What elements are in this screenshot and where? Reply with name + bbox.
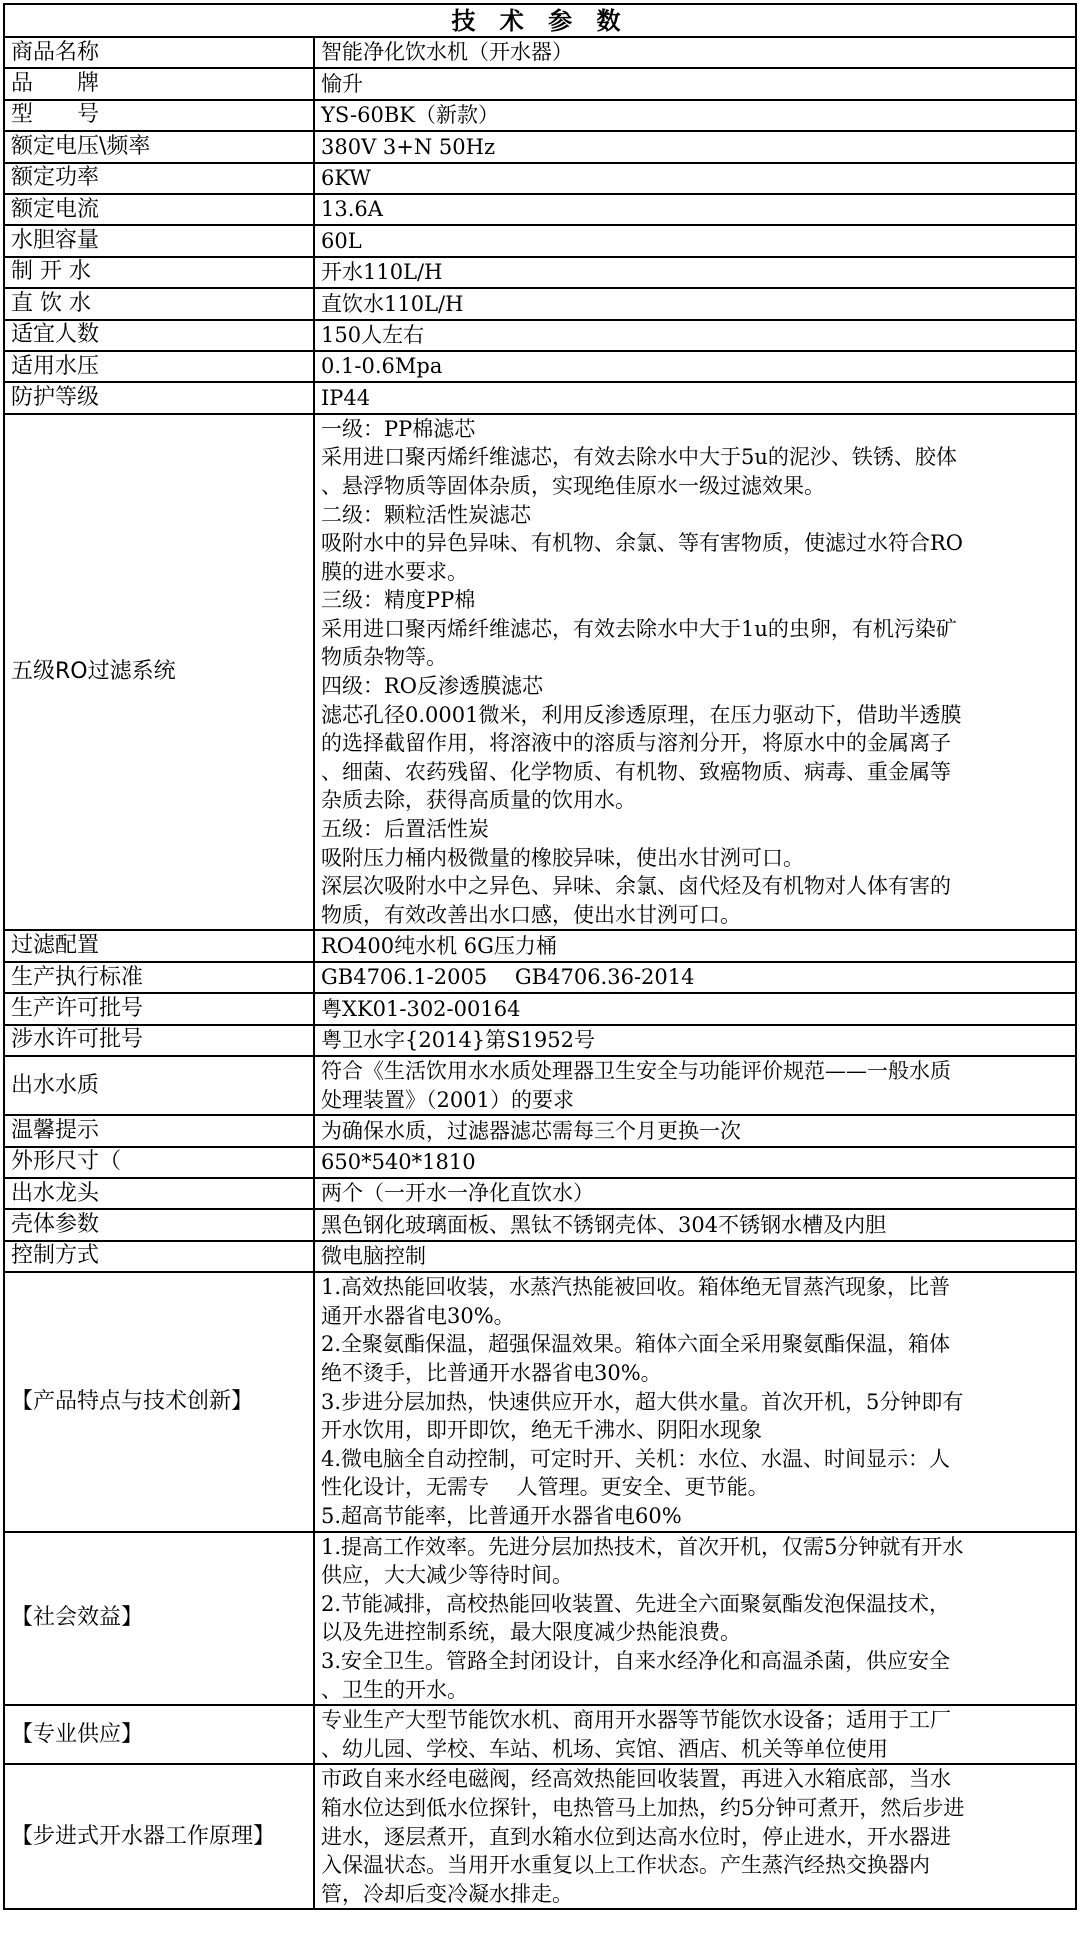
- spec-table: [3, 3, 1077, 1910]
- row-value: [314, 257, 1076, 288]
- value-line: 符合《生活饮用水水质处理器卫生安全与功能评价规范——一般水质: [321, 1059, 951, 1084]
- value-line: 的选择截留作用，将溶液中的溶质与溶剂分开，将原水中的金属离子: [321, 731, 951, 756]
- value-line: 粤XK01-302-00164: [321, 996, 521, 1021]
- row-label: 商品名称: [4, 37, 314, 68]
- table-row: [4, 1025, 1076, 1056]
- row-value: [314, 1178, 1076, 1209]
- row-label: 涉水许可批号: [4, 1025, 314, 1056]
- table-row: [4, 993, 1076, 1024]
- table-row: [4, 962, 1076, 993]
- row-label: 适宜人数: [4, 320, 314, 351]
- value-line: 物质，有效改善出水口感，使出水甘洌可口。: [321, 902, 741, 927]
- row-value: [314, 163, 1076, 194]
- value-line: 进水，逐层煮开，直到水箱水位到达高水位时，停止进水，开水器进: [321, 1824, 951, 1849]
- table-row: [4, 1241, 1076, 1272]
- table-row: [4, 1056, 1076, 1115]
- value-line: 供应，大大减少等待时间。: [321, 1563, 573, 1588]
- value-line: 650*540*1810: [321, 1150, 476, 1175]
- row-label: 五级RO过滤系统: [4, 414, 314, 931]
- row-label: 防护等级: [4, 382, 314, 413]
- row-value: [314, 1241, 1076, 1272]
- row-value: [314, 194, 1076, 225]
- value-line: 380V 3+N 50Hz: [321, 134, 496, 159]
- value-line: 智能净化饮水机（开水器）: [321, 40, 573, 65]
- table-row: [4, 382, 1076, 413]
- value-line: 管，冷却后变冷凝水排走。: [321, 1881, 573, 1906]
- row-value: [314, 131, 1076, 162]
- row-value: [314, 1209, 1076, 1240]
- row-label: 控制方式: [4, 1241, 314, 1272]
- row-value: [314, 288, 1076, 319]
- table-row: [4, 257, 1076, 288]
- table-row: [4, 1147, 1076, 1178]
- table-row: [4, 68, 1076, 99]
- value-line: 为确保水质，过滤器滤芯需每三个月更换一次: [321, 1118, 741, 1143]
- table-row: [4, 163, 1076, 194]
- value-line: 0.1-0.6Mpa: [321, 354, 443, 379]
- row-label: 出水水质: [4, 1056, 314, 1115]
- value-line: 4.微电脑全自动控制，可定时开、关机：水位、水温、时间显示：人: [321, 1446, 951, 1471]
- value-line: 处理装置》（2001）的要求: [321, 1087, 574, 1112]
- value-line: 、细菌、农药残留、化学物质、有机物、致癌物质、病毒、重金属等: [321, 759, 951, 784]
- value-line: 一级：PP棉滤芯: [321, 416, 476, 441]
- row-label: 【专业供应】: [4, 1705, 314, 1764]
- row-value: [314, 68, 1076, 99]
- value-line: 1.提高工作效率。先进分层加热技术，首次开机，仅需5分钟就有开水: [321, 1534, 964, 1559]
- table-row: [4, 1272, 1076, 1531]
- value-line: 专业生产大型节能饮水机、商用开水器等节能饮水设备；适用于工厂: [321, 1708, 951, 1733]
- table-row: [4, 131, 1076, 162]
- row-value: [314, 1272, 1076, 1531]
- row-value: [314, 225, 1076, 256]
- row-value: [314, 962, 1076, 993]
- table-title: 技 术 参 数: [4, 4, 1076, 37]
- value-line: RO400纯水机 6G压力桶: [321, 933, 557, 958]
- value-line: 2.全聚氨酯保温，超强保温效果。箱体六面全采用聚氨酯保温，箱体: [321, 1332, 951, 1357]
- value-line: 、幼儿园、学校、车站、机场、宾馆、酒店、机关等单位使用: [321, 1736, 888, 1761]
- value-line: 吸附水中的异色异味、有机物、余氯、等有害物质，使滤过水符合RO: [321, 531, 964, 556]
- value-line: 6KW: [321, 165, 371, 190]
- row-value: [314, 414, 1076, 931]
- table-row: [4, 1705, 1076, 1764]
- row-value: [314, 351, 1076, 382]
- row-label: 【社会效益】: [4, 1532, 314, 1706]
- value-line: 以及先进控制系统，最大限度减少热能浪费。: [321, 1620, 741, 1645]
- value-line: 五级：后置活性炭: [321, 817, 489, 842]
- row-label: 适用水压: [4, 351, 314, 382]
- table-row: [4, 414, 1076, 931]
- table-row: [4, 1764, 1076, 1909]
- value-line: 通开水器省电30%。: [321, 1303, 515, 1328]
- value-line: 滤芯孔径0.0001微米，利用反渗透原理，在压力驱动下，借助半透膜: [321, 702, 962, 727]
- row-value: [314, 37, 1076, 68]
- value-line: 膜的进水要求。: [321, 559, 468, 584]
- row-value: [314, 100, 1076, 131]
- value-line: 二级：颗粒活性炭滤芯: [321, 502, 531, 527]
- table-row: [4, 1209, 1076, 1240]
- row-label: 直 饮 水: [4, 288, 314, 319]
- table-row: [4, 100, 1076, 131]
- value-line: 150人左右: [321, 322, 425, 347]
- table-row: [4, 930, 1076, 961]
- row-label: 壳体参数: [4, 1209, 314, 1240]
- value-line: 2.节能减排，高校热能回收装置、先进全六面聚氨酯发泡保温技术，: [321, 1591, 951, 1616]
- table-row: [4, 1115, 1076, 1146]
- table-row: [4, 37, 1076, 68]
- value-line: 性化设计，无需专 人管理。更安全、更节能。: [321, 1475, 769, 1500]
- value-line: 3.安全卫生。管路全封闭设计，自来水经净化和高温杀菌，供应安全: [321, 1648, 951, 1673]
- value-line: 物质杂物等。: [321, 645, 447, 670]
- value-line: 60L: [321, 228, 362, 253]
- value-line: 开水饮用，即开即饮，绝无千沸水、阴阳水现象: [321, 1418, 762, 1443]
- row-label: 生产执行标准: [4, 962, 314, 993]
- value-line: 开水110L/H: [321, 260, 443, 285]
- value-line: 采用进口聚丙烯纤维滤芯，有效去除水中大于5u的泥沙、铁锈、胶体: [321, 445, 957, 470]
- value-line: 三级：精度PP棉: [321, 588, 476, 613]
- row-value: [314, 1056, 1076, 1115]
- value-line: 两个（一开水一净化直饮水）: [321, 1181, 594, 1206]
- row-label: 制 开 水: [4, 257, 314, 288]
- row-value: [314, 993, 1076, 1024]
- value-line: 黑色钢化玻璃面板、黑钛不锈钢壳体、304不锈钢水槽及内胆: [321, 1212, 887, 1237]
- row-label: 外形尺寸（: [4, 1147, 314, 1178]
- row-label: 额定电压\频率: [4, 131, 314, 162]
- row-label: 生产许可批号: [4, 993, 314, 1024]
- table-row: [4, 225, 1076, 256]
- title-row: [4, 4, 1076, 37]
- row-value: [314, 1764, 1076, 1909]
- value-line: 、悬浮物质等固体杂质，实现绝佳原水一级过滤效果。: [321, 473, 825, 498]
- value-line: 市政自来水经电磁阀，经高效热能回收装置，再进入水箱底部，当水: [321, 1767, 951, 1792]
- row-label: 水胆容量: [4, 225, 314, 256]
- table-row: [4, 194, 1076, 225]
- value-line: IP44: [321, 385, 371, 410]
- table-row: [4, 320, 1076, 351]
- row-value: [314, 1147, 1076, 1178]
- value-line: 、卫生的开水。: [321, 1677, 468, 1702]
- value-line: 5.超高节能率，比普通开水器省电60%: [321, 1503, 682, 1528]
- row-value: [314, 930, 1076, 961]
- row-label: 型 号: [4, 100, 314, 131]
- row-label: 额定功率: [4, 163, 314, 194]
- row-label: 出水龙头: [4, 1178, 314, 1209]
- row-value: [314, 1705, 1076, 1764]
- value-line: 杂质去除，获得高质量的饮用水。: [321, 788, 636, 813]
- value-line: GB4706.1-2005 GB4706.36-2014: [321, 965, 695, 990]
- table-row: [4, 288, 1076, 319]
- value-line: 入保温状态。当用开水重复以上工作状态。产生蒸汽经热交换器内: [321, 1853, 930, 1878]
- value-line: 箱水位达到低水位探针，电热管马上加热，约5分钟可煮开，然后步进: [321, 1795, 965, 1820]
- value-line: 绝不烫手，比普通开水器省电30%。: [321, 1360, 662, 1385]
- value-line: 粤卫水字{2014}第S1952号: [321, 1028, 595, 1053]
- value-line: 13.6A: [321, 197, 383, 222]
- value-line: 微电脑控制: [321, 1244, 426, 1269]
- value-line: 吸附压力桶内极微量的橡胶异味，使出水甘洌可口。: [321, 845, 804, 870]
- row-value: [314, 1025, 1076, 1056]
- value-line: 深层次吸附水中之异色、异味、余氯、卤代烃及有机物对人体有害的: [321, 874, 951, 899]
- row-label: 温馨提示: [4, 1115, 314, 1146]
- value-line: 四级：RO反渗透膜滤芯: [321, 674, 544, 699]
- value-line: 采用进口聚丙烯纤维滤芯，有效去除水中大于1u的虫卵，有机污染矿: [321, 616, 957, 641]
- value-line: 愉升: [321, 71, 363, 96]
- row-label: 额定电流: [4, 194, 314, 225]
- row-value: [314, 320, 1076, 351]
- value-line: YS-60BK（新款）: [321, 103, 499, 128]
- table-row: [4, 351, 1076, 382]
- row-label: 品 牌: [4, 68, 314, 99]
- row-value: [314, 1115, 1076, 1146]
- row-value: [314, 382, 1076, 413]
- value-line: 直饮水110L/H: [321, 291, 464, 316]
- row-label: 【产品特点与技术创新】: [4, 1272, 314, 1531]
- row-label: 过滤配置: [4, 930, 314, 961]
- table-row: [4, 1532, 1076, 1706]
- value-line: 3.步进分层加热，快速供应开水，超大供水量。首次开机，5分钟即有: [321, 1389, 964, 1414]
- row-value: [314, 1532, 1076, 1706]
- value-line: 1.高效热能回收装，水蒸汽热能被回收。箱体绝无冒蒸汽现象，比普: [321, 1275, 951, 1300]
- row-label: 【步进式开水器工作原理】: [4, 1764, 314, 1909]
- table-row: [4, 1178, 1076, 1209]
